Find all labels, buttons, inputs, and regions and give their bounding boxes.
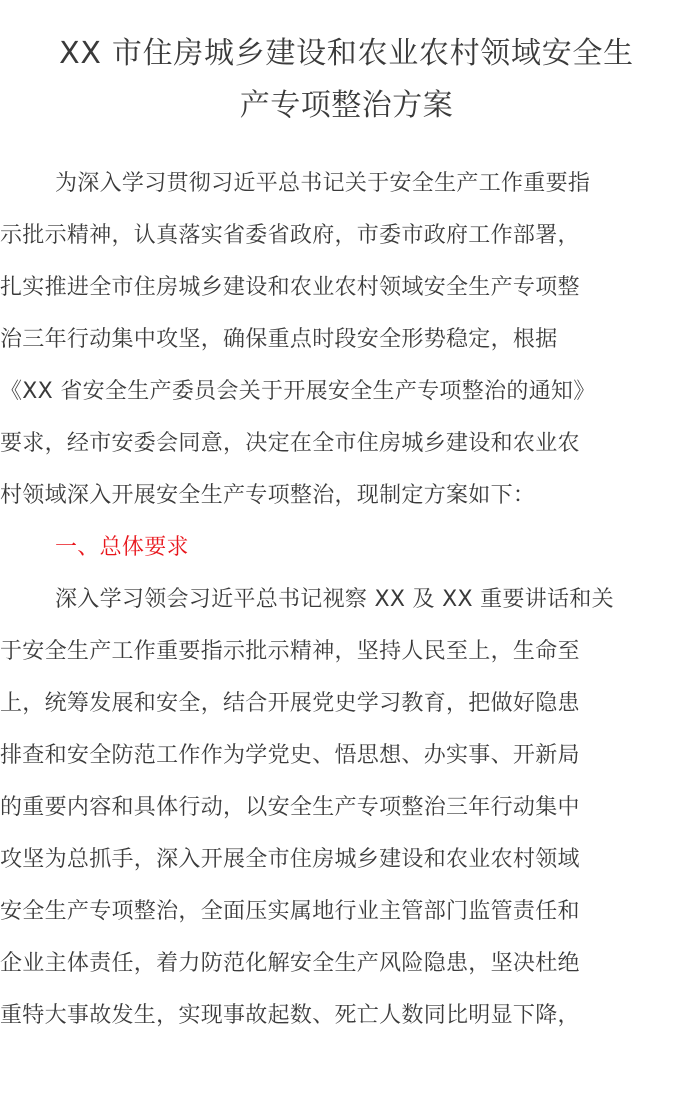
paragraph-line: 治三年行动集中攻坚，确保重点时段安全形势稳定，根据: [0, 327, 558, 352]
paragraph-line: 扎实推进全市住房城乡建设和农业农村领域安全生产专项整: [0, 275, 580, 300]
title-line-1: XX 市住房城乡建设和农业农村领域安全生: [59, 36, 634, 71]
paragraph-line: 上，统筹发展和安全，结合开展党史学习教育，把做好隐患: [0, 691, 580, 716]
paragraph-line: 村领域深入开展安全生产专项整治，现制定方案如下：: [0, 483, 536, 508]
paragraph-line: 安全生产专项整治，全面压实属地行业主管部门监管责任和: [0, 899, 580, 924]
section-heading: 一、总体要求: [55, 535, 189, 560]
paragraph-line: 《XX 省安全生产委员会关于开展安全生产专项整治的通知》: [0, 379, 596, 404]
paragraph-line: 企业主体责任，着力防范化解安全生产风险隐患，坚决杜绝: [0, 951, 580, 976]
title-line-2: 产专项整治方案: [239, 88, 454, 123]
paragraph-line: 示批示精神，认真落实省委省政府，市委市政府工作部署，: [0, 223, 580, 248]
paragraph-line: 重特大事故发生，实现事故起数、死亡人数同比明显下降，: [0, 1003, 580, 1028]
paragraph-line: 为深入学习贯彻习近平总书记关于安全生产工作重要指: [55, 171, 591, 196]
paragraph-line: 排查和安全防范工作作为学党史、悟思想、办实事、开新局: [0, 743, 580, 768]
document-title: [0, 28, 693, 132]
intro-paragraph: [0, 158, 693, 522]
paragraph-line: 于安全生产工作重要指示批示精神，坚持人民至上，生命至: [0, 639, 580, 664]
paragraph-line: 深入学习领会习近平总书记视察 XX 及 XX 重要讲话和关: [55, 587, 614, 612]
paragraph-line: 的重要内容和具体行动，以安全生产专项整治三年行动集中: [0, 795, 580, 820]
section-paragraph: [0, 574, 693, 1042]
paragraph-line: 要求，经市安委会同意，决定在全市住房城乡建设和农业农: [0, 431, 580, 456]
document-body: [0, 158, 693, 1042]
paragraph-line: 攻坚为总抓手，深入开展全市住房城乡建设和农业农村领域: [0, 847, 580, 872]
